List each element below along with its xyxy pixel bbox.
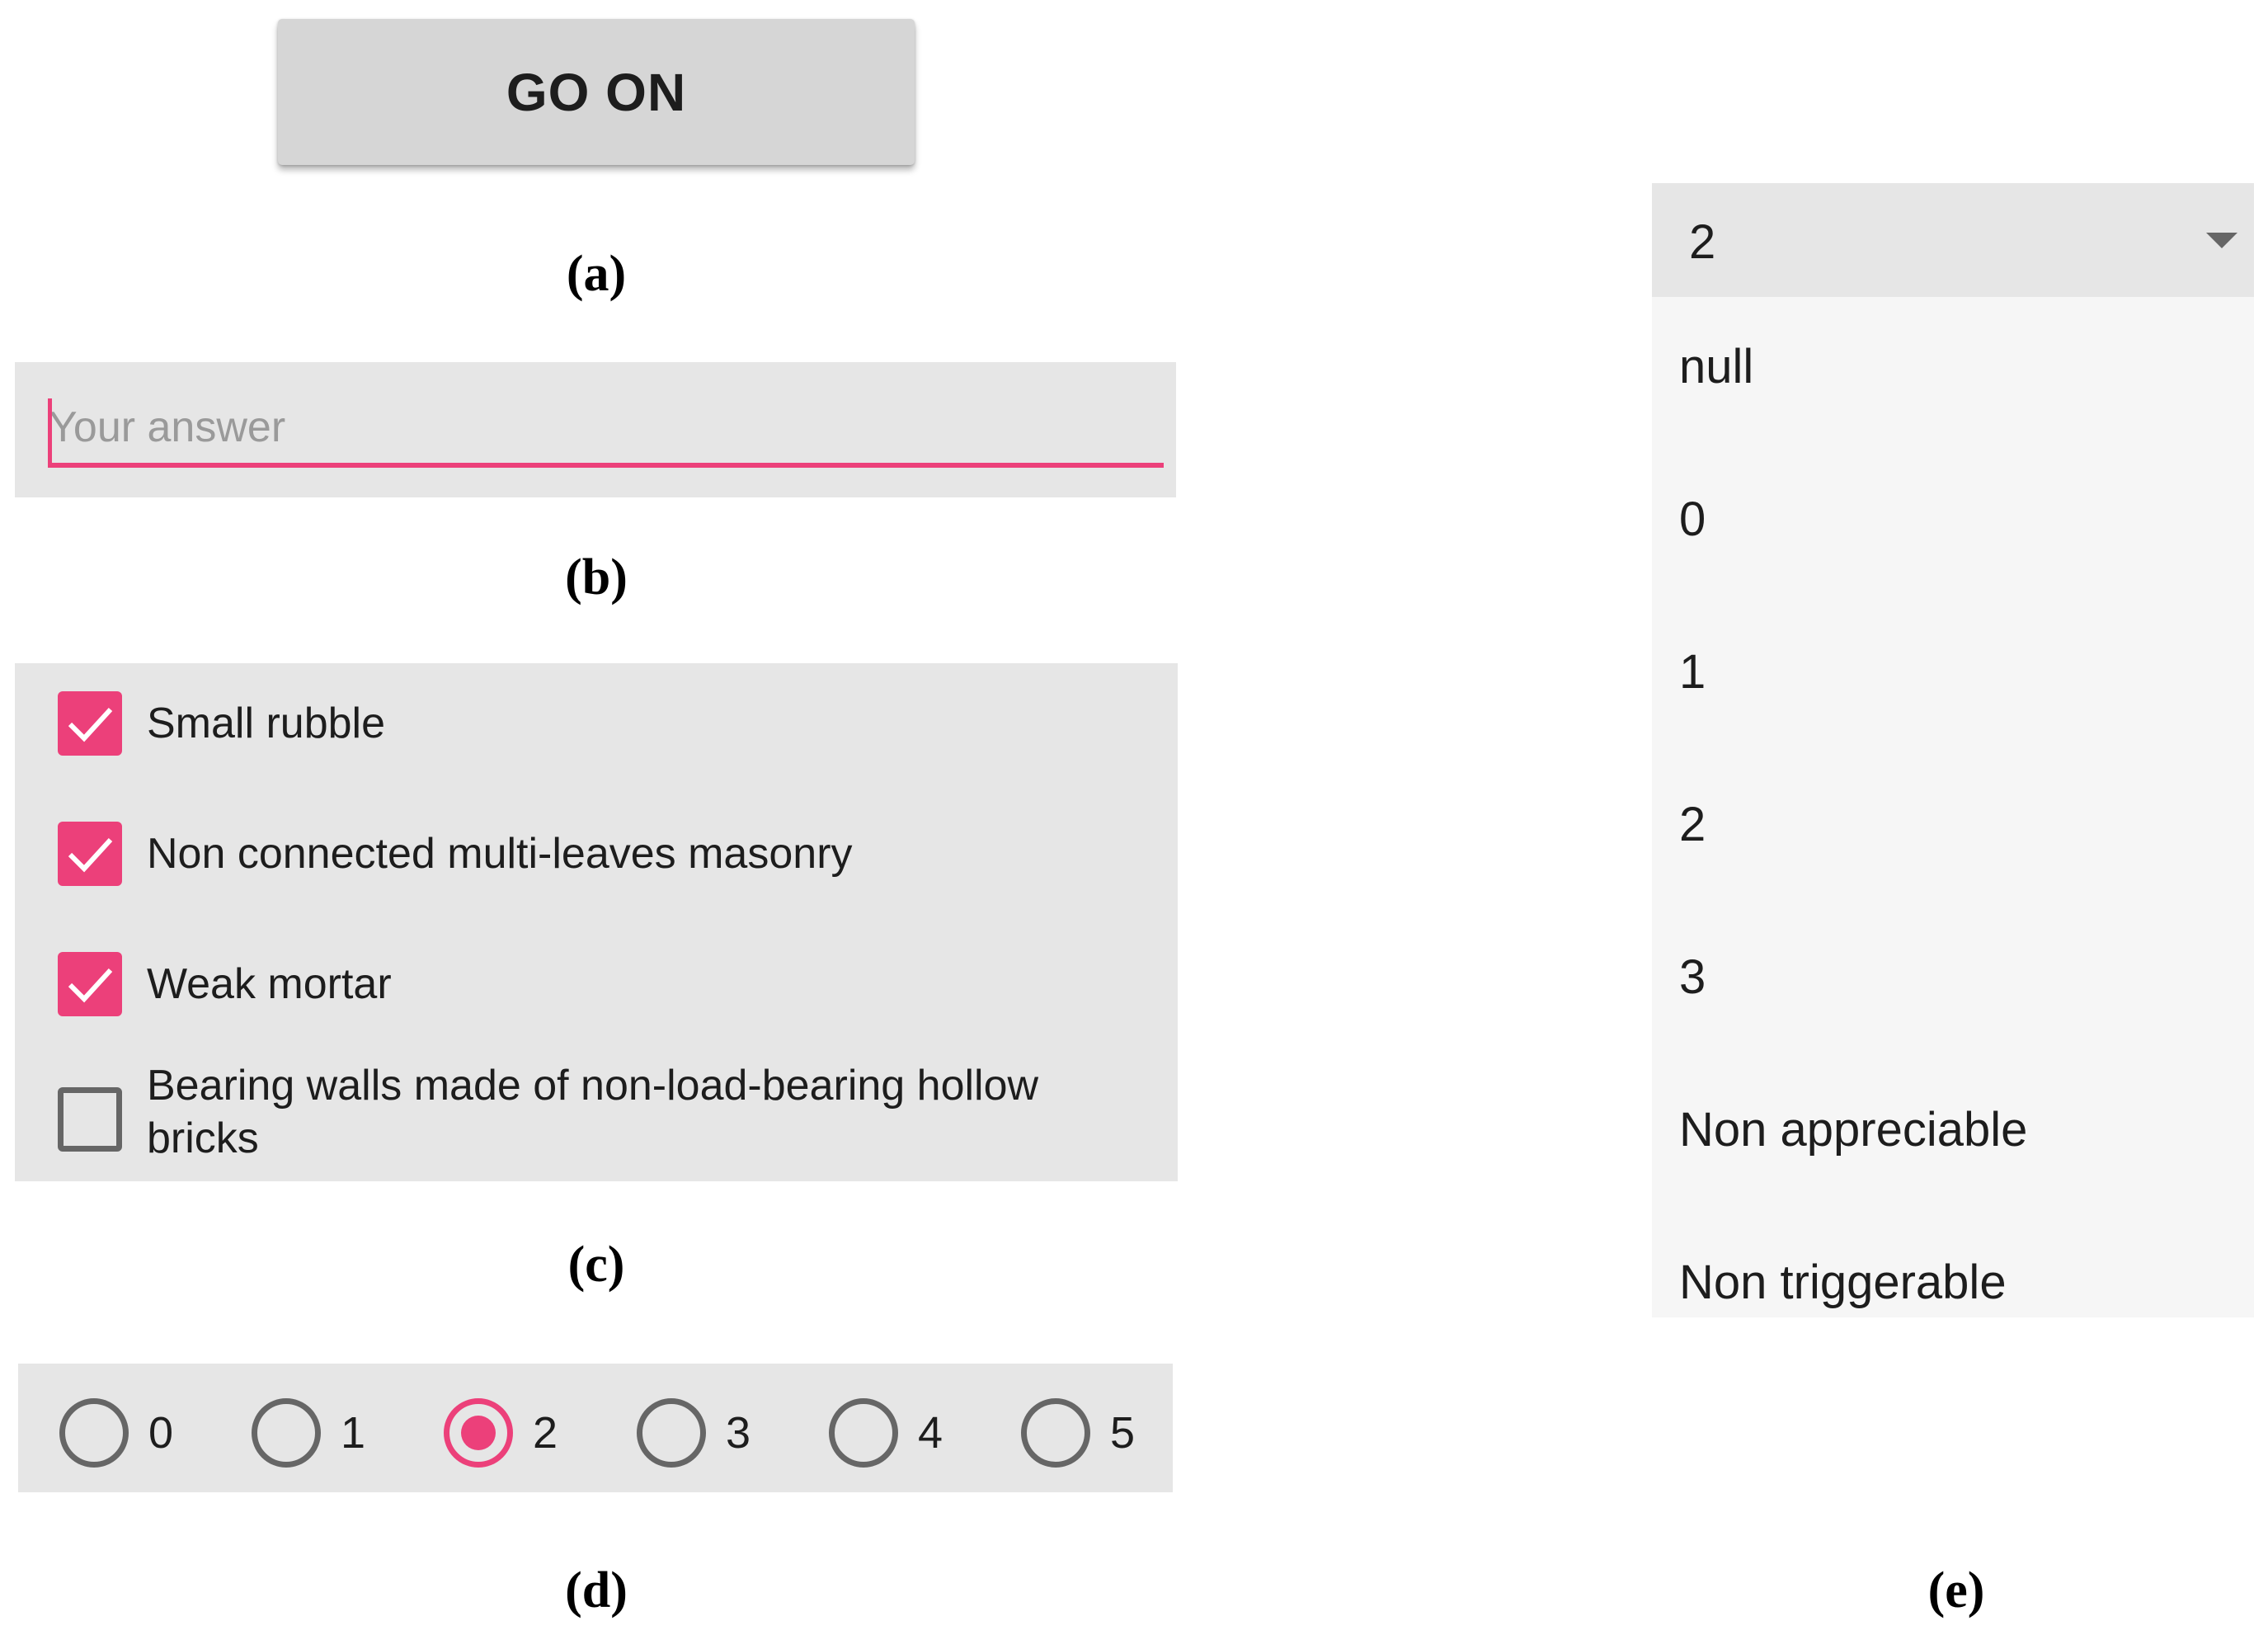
radio-0[interactable]	[59, 1398, 129, 1468]
radio-1[interactable]	[252, 1398, 321, 1468]
answer-input[interactable]	[49, 395, 1162, 459]
radio-2-selected[interactable]	[444, 1398, 513, 1468]
radio-label-2: 2	[533, 1408, 558, 1458]
dropdown-arrow-icon	[2206, 233, 2237, 248]
caption-c: (c)	[567, 1237, 625, 1293]
dropdown-select[interactable]	[1652, 183, 2254, 297]
caption-d: (d)	[565, 1562, 628, 1619]
checkbox-label: Non connected multi-leaves masonry	[147, 830, 853, 878]
radio-label-4: 4	[918, 1408, 943, 1458]
answer-underline	[48, 463, 1164, 468]
answer-field-container	[15, 362, 1176, 497]
checkbox-group	[15, 663, 1178, 1181]
dropdown-option-non-appreciable[interactable]: Non appreciable	[1679, 1103, 2028, 1157]
check-icon	[58, 691, 122, 756]
radio-label-5: 5	[1110, 1408, 1136, 1458]
caption-a: (a)	[566, 246, 627, 302]
check-icon	[58, 822, 122, 886]
dropdown-option-1[interactable]: 1	[1679, 645, 1706, 699]
radio-label-3: 3	[726, 1408, 751, 1458]
checkbox-checked[interactable]	[58, 952, 122, 1016]
dropdown-option-null[interactable]: null	[1679, 340, 1754, 393]
dropdown-selected-value: 2	[1689, 215, 1716, 269]
radio-group	[18, 1364, 1173, 1492]
text-cursor	[48, 398, 52, 463]
check-icon	[58, 952, 122, 1016]
radio-label-1: 1	[341, 1408, 366, 1458]
dropdown-option-0[interactable]: 0	[1679, 492, 1706, 546]
radio-3[interactable]	[637, 1398, 706, 1468]
dropdown-option-2[interactable]: 2	[1679, 798, 1706, 851]
radio-4[interactable]	[829, 1398, 898, 1468]
dropdown-option-3[interactable]: 3	[1679, 950, 1706, 1004]
caption-b: (b)	[565, 549, 628, 605]
checkbox-label: Small rubble	[147, 700, 386, 747]
dropdown-options-list	[1652, 297, 2254, 1317]
checkbox-checked[interactable]	[58, 822, 122, 886]
checkbox-label: Weak mortar	[147, 960, 392, 1008]
radio-label-0: 0	[148, 1408, 174, 1458]
caption-e: (e)	[1927, 1562, 1985, 1619]
checkbox-label: Bearing walls made of non-load-bearing hollow bricks	[147, 1062, 1039, 1162]
checkbox-checked[interactable]	[58, 691, 122, 756]
checkbox-unchecked[interactable]	[58, 1087, 122, 1152]
radio-5[interactable]	[1021, 1398, 1090, 1468]
go-on-button[interactable]: GO ON	[278, 19, 915, 165]
dropdown-option-non-triggerable[interactable]: Non triggerable	[1679, 1256, 2007, 1309]
